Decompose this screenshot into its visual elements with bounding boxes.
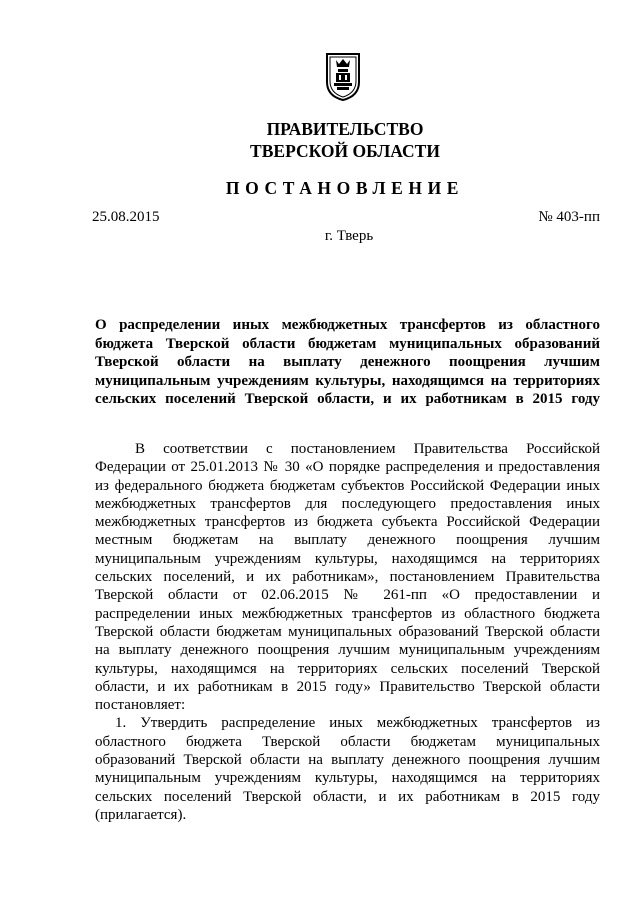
body-line: постановляет: [95, 697, 186, 714]
document-number: № 403-пп [538, 209, 600, 225]
document-city: г. Тверь [324, 228, 374, 244]
organization-name-line2: ТВЕРСКОЙ ОБЛАСТИ [250, 141, 440, 161]
body-line: муниципальным учреждениям культуры, находящимся на территориях [95, 550, 600, 567]
body-line: Тверской области бюджетам муниципальных образований Тверской области [95, 623, 600, 640]
body-line: межбюджетных трансфертов для последующего предоставления иных [95, 495, 600, 512]
document-type: ПОСТАНОВЛЕНИЕ [225, 178, 465, 198]
body-line: распределении иных межбюджетных трансфертов из областного бюджета [95, 605, 600, 622]
body-line: (прилагается). [95, 806, 187, 823]
title-line: Тверской области на выплату денежного поощрения лучшим [95, 354, 600, 370]
organization-name-line1: ПРАВИТЕЛЬСТВО [266, 119, 424, 139]
title-line: муниципальным учреждениям культуры, находящимся на территориях [95, 372, 600, 389]
body-line: муниципальным учреждениям культуры, находящимся на территориях [95, 770, 600, 787]
title-line: О распределении иных межбюджетных трансфертов из областного [95, 317, 600, 333]
body-line: В соответствии с постановлением Правительства Российской [135, 441, 600, 457]
title-line: бюджета Тверской области бюджетам муниципальных образований [95, 335, 600, 352]
body-line: местным бюджетам на выплату денежного поощрения лучшим [95, 532, 600, 549]
body-line: из федерального бюджета бюджетам субъектов Российской Федерации иных [95, 477, 600, 494]
body-line: сельских поселений, и их работникам», постановлением Правительства [95, 569, 600, 586]
body-line: культуры, находящимся на территориях сельских поселений Тверской [95, 660, 600, 677]
body-line: 1. Утвердить распределение иных межбюджетных трансфертов из [115, 715, 600, 732]
body-line: Тверской области от 02.06.2015 № 261-пп «О предоставлении и [95, 587, 600, 604]
body-line: сельских поселений Тверской области, и их работникам в 2015 году [95, 788, 600, 805]
document-body [95, 440, 600, 824]
title-line: сельских поселений Тверской области, и их работникам в 2015 году [95, 391, 600, 407]
document-title [95, 316, 600, 409]
body-line: на выплату денежного поощрения лучшим муниципальным учреждениям [95, 642, 600, 659]
body-line: образований Тверской области на выплату денежного поощрения лучшим [95, 752, 600, 769]
body-line: Федерации от 25.01.2013 № 30 «О порядке распределения и предоставления [95, 459, 600, 476]
document-date: 25.08.2015 [92, 209, 160, 225]
coat-of-arms-icon [324, 52, 362, 102]
body-line: области, и их работникам в 2015 году» Правительство Тверской области [95, 678, 600, 695]
body-line: областного бюджета Тверской области бюджетам муниципальных [95, 733, 600, 750]
body-line: межбюджетных трансфертов из бюджета субъекта Российской Федерации [95, 514, 600, 531]
